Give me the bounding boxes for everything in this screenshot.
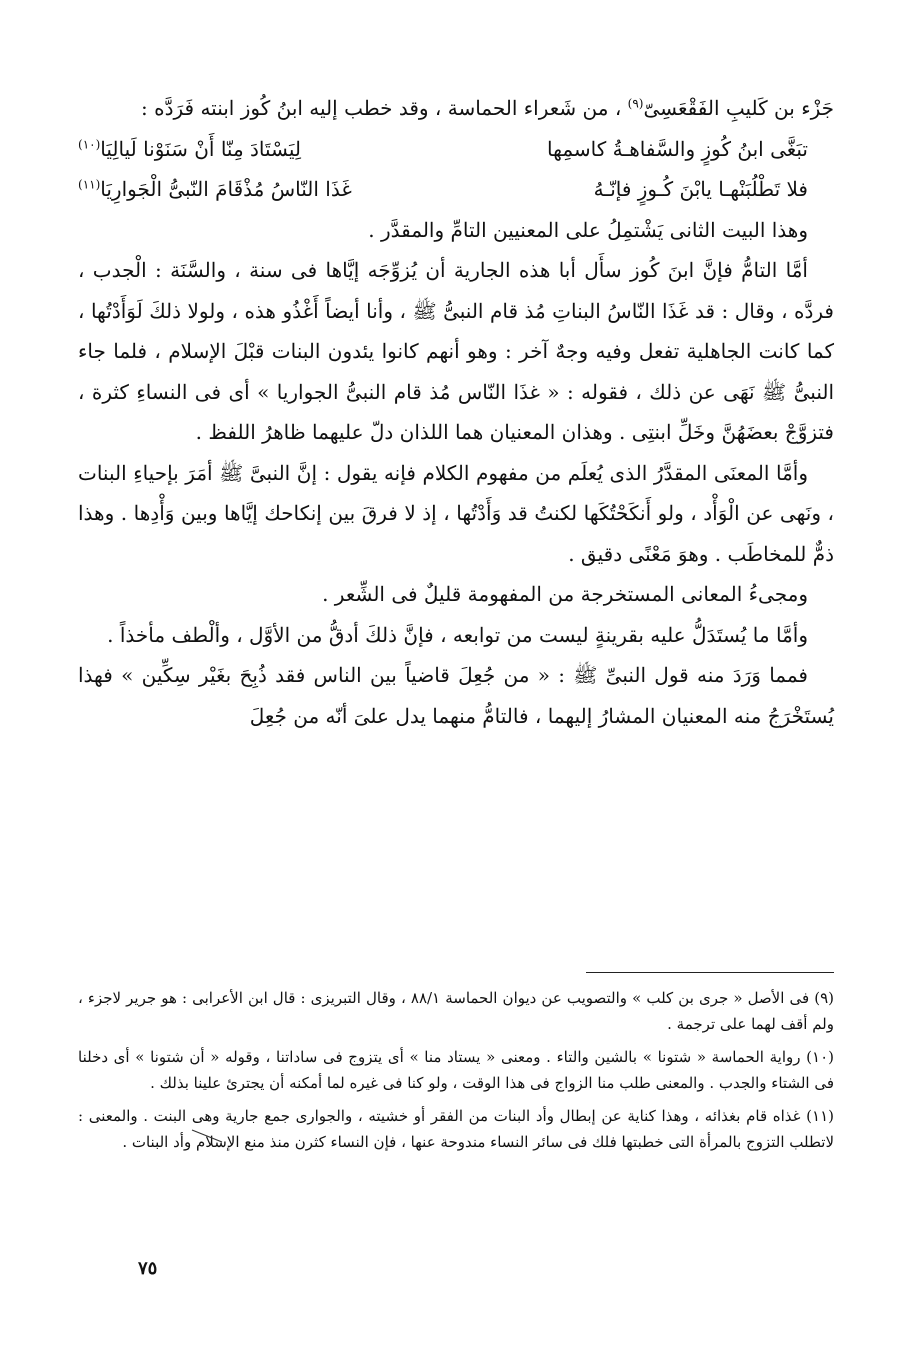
paragraph-rarity: ومجىءُ المعانى المستخرجة من المفهومة قليلٌ فى الشِّعر . xyxy=(322,582,808,606)
stray-pen-mark xyxy=(190,1128,224,1144)
footnote-11: (١١) غذاه قام بغذائه ، وهذا كناية عن إبطال وأد البنات من الفقر أو خشيته ، والجوارى جمع جارية وهى البنت . والمعنى : لاتطلب التزوج بالمرأة التى خطبتها فلك فى سائر النساء مندوحة عنها ، فإن النساء كثرن منذ منع الإسلام وأد البنات . xyxy=(78,1107,834,1151)
intro-text-rest: ، من شَعراء الحماسة ، وقد خطب إليه ابنُ كُوز ابنته فَرَدَّه : xyxy=(141,96,628,120)
paragraph-intro xyxy=(78,88,834,129)
main-text xyxy=(78,88,834,736)
verse-2-first-hemistich: فلا تَطْلُبَنْهـا يابْنَ كُـوزٍ فإنّـهُ xyxy=(593,177,808,201)
verse-line-1 xyxy=(78,129,834,170)
verse-1-second-hemistich: لِيَسْتَادَ مِنّا أَنْ سَنَوْنا لَيالِيَا xyxy=(100,136,302,161)
intro-text: جَزْء بن كَليبِ الفَقْعَسِىّ xyxy=(643,96,834,120)
footnote-ref-9: (٩) xyxy=(627,96,644,111)
paragraph-implied-meaning: وأمَّا المعنَى المقدَّرُ الذى يُعلَم من مفهوم الكلام فإنه يقول : إنَّ النبىَّ ﷺ أمَرَ بإحياءِ البنات ، ونَهى عن الْوَأْد ، ولو أَنكَحْتُكَها لكنتُ قد وَأَدْتُها ، إذ لا فرقَ بين إنكاحك إيَّاها وبين وَأْدِها . وهذا ذمٌّ للمخاطَب . وهوَ مَعْنًى دقيق . xyxy=(78,460,834,566)
verse-1-first-hemistich: تبَغَّى ابنُ كُوزٍ والسَّفاهـةُ كاسمِها xyxy=(547,136,808,161)
verse-line-2 xyxy=(78,169,834,210)
page-number: ٧٥ xyxy=(138,1258,158,1279)
verse-2-second-hemistich: غَذَا النّاسُ مُذْقَامَ النّبىُّ الْجَوارِيَا xyxy=(100,177,352,201)
footnote-ref-10: (١٠) xyxy=(78,136,101,151)
paragraph-hadith-example: فمما وَرَدَ منه قول النبىِّ ﷺ : « من جُعِلَ قاضياً بين الناس فقد ذُبِحَ بغَيْر سِكِّين » فهذا يُستَخْرَجُ منه المعنيان المشارُ إليهما ، فالتامُّ منهما يدل علىَ أنّه من جُعِلَ xyxy=(78,663,834,728)
verse-2-second-hemistich-wrap xyxy=(78,169,352,210)
footnote-9: (٩) فى الأصل « جرى بن كلب » والتصويب عن ديوان الحماسة ٨٨/١ ، وقال التبريزى : قال ابن الأعرابى : هو جرير لاجزء ، ولم أقف لهما على ترجمة . xyxy=(78,989,834,1033)
paragraph-explicit-meaning: أمَّا التامُّ فإنَّ ابنَ كُوز سأَل أبا هذه الجارية أن يُزوِّجَه إيَّاها فى سنة ، والسَّنَة : الْجدب ، فردَّه ، وقال : قد غَذَا النّاسُ البناتِ مُذ قام النبىُّ ﷺ ، وأنا أيضاً أَغْذُو هذه ، ولولا ذلكَ لَوَأَدْتُها ، كما كانت الجاهلية تفعل وفيه وجهٌ آخر : وهو أنهم كانوا يئدون البنات قبْلَ الإسلام ، فلما جاء النبىُّ ﷺ نَهَى عن ذلك ، فقوله : « غذَا النّاس مُذ قام النبىُّ الجواريا » أى فى النساءِ كثرة ، فتزوَّجْ بعضَهُنَّ وخَلِّ ابنتِى . وهذان المعنيان هما اللذان دلّ عليهما ظاهرُ اللفظ . xyxy=(78,258,835,444)
footnote-separator xyxy=(586,972,834,973)
paragraph-second-verse: وهذا البيت الثانى يَشْتمِلُ على المعنيين التامِّ والمقدَّر . xyxy=(368,217,808,242)
footnote-10: (١٠) رواية الحماسة « شتونا » بالشين والتاء . ومعنى « يستاد منا » أى يتزوج فى ساداتنا ، وقوله « أن شتونا » أى دخلنا فى الشتاء والجدب . والمعنى طلب منا الزواج فى هذا الوقت ، ولو كنا فى غيره لما أمكنه أن يجترئ علينا بذلك . xyxy=(78,1048,834,1092)
verse-1-second-hemistich-wrap xyxy=(78,129,301,170)
footnote-ref-11: (١١) xyxy=(78,177,101,192)
paragraph-contextual-inference: وأمَّا ما يُستَدَلُّ عليه بقرينةٍ ليست من توابعه ، فإنَّ ذلكَ أدقُّ من الأوَّل ، وألْطف مأخذاً . xyxy=(107,622,808,647)
